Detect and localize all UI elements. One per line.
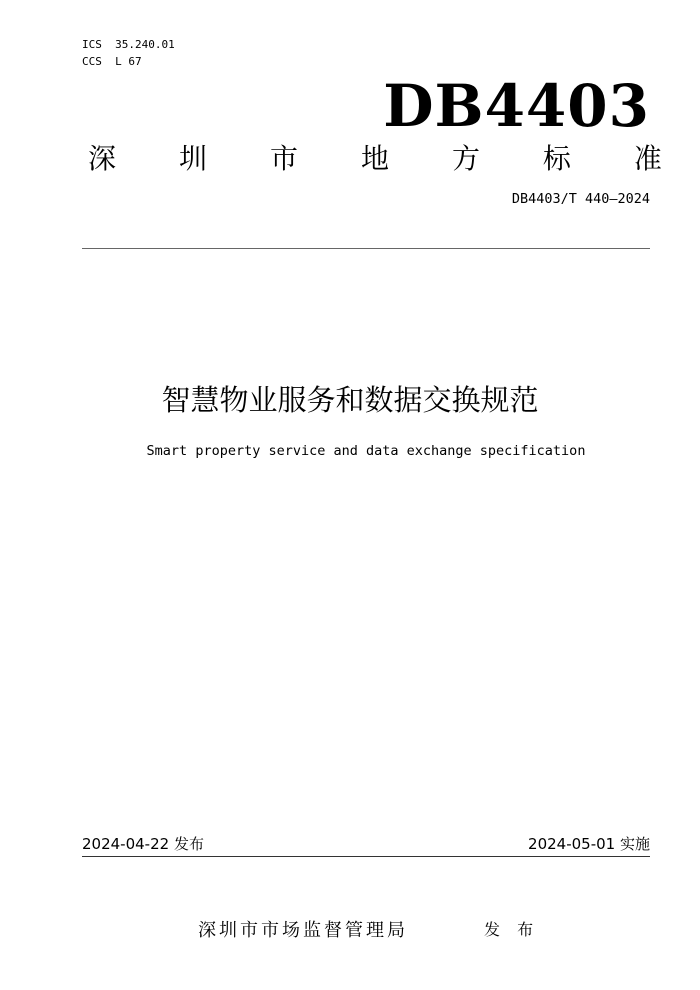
issuing-authority: 深圳市市场监督管理局 [198, 920, 408, 941]
implementation-date: 2024-05-01 实施 [528, 835, 650, 853]
top-divider [82, 248, 650, 249]
document-title-chinese: 智慧物业服务和数据交换规范 [161, 383, 539, 417]
ccs-code: CCS L 67 [82, 55, 142, 68]
standard-type-char: 准 [633, 142, 662, 175]
standard-type-char: 标 [542, 142, 571, 175]
standard-number: DB4403/T 440—2024 [511, 191, 650, 207]
standard-code-title: DB4403 [383, 72, 650, 140]
issue-label: 发 布 [484, 920, 540, 939]
issue-date: 2024-04-22 发布 [82, 835, 204, 853]
standard-type-char: 深 [88, 142, 117, 175]
standard-type-char: 市 [269, 142, 298, 175]
bottom-divider [82, 856, 650, 857]
document-title-english: Smart property service and data exchange specification [146, 443, 586, 459]
standard-type-char: 圳 [178, 142, 207, 175]
classification-codes [82, 36, 175, 70]
standard-type-char: 地 [360, 142, 389, 175]
standard-type-char: 方 [451, 142, 480, 175]
standard-type-heading [88, 139, 662, 179]
ics-code: ICS 35.240.01 [82, 38, 175, 51]
